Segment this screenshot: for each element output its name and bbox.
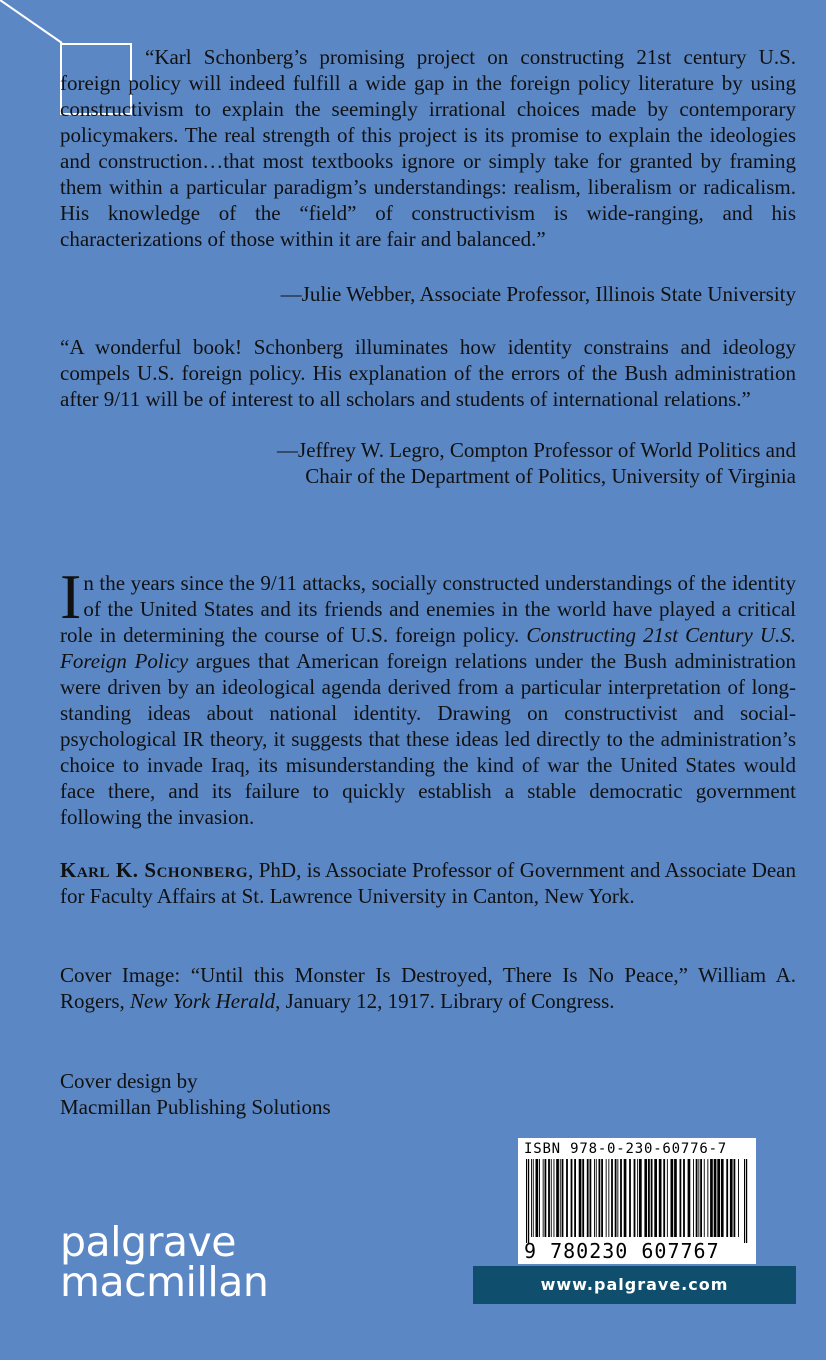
- barcode-bars: [524, 1159, 750, 1243]
- barcode-bar: [574, 1159, 576, 1237]
- endorsement-1-text: “Karl Schonberg’s promising project on constructing 21st century U.S. foreign policy will indeed fulfill a wide gap in the foreign policy literature by using constructivism to explain the seemingly irrational choices made by contemporary policymakers. The real strength of this project is its promise to explain the ideologies and construction…that most textbooks ignore or simply take for granted by framing them within a particular paradigm’s understandings: realism, liberalism or radicalism. His knowledge of the “field” of constructivism is wide-ranging, and his characterizations of those within it are fair and balanced.”: [60, 45, 796, 251]
- barcode-bar: [536, 1159, 539, 1237]
- barcode-bar: [582, 1159, 584, 1237]
- barcode-bar: [620, 1159, 622, 1237]
- barcode-bar: [590, 1159, 592, 1237]
- barcode-bar: [714, 1159, 717, 1237]
- barcode-guard-bar: [744, 1159, 745, 1243]
- barcode-bar: [545, 1159, 547, 1237]
- endorsement-1-attribution: —Julie Webber, Associate Professor, Illinois State University: [280, 282, 796, 306]
- drop-cap: I: [60, 561, 82, 632]
- barcode-bar: [617, 1159, 618, 1237]
- barcode-bar: [587, 1159, 589, 1237]
- cover-image-suffix: , January 12, 1917. Library of Congress.: [275, 989, 615, 1013]
- barcode-bar: [629, 1159, 631, 1237]
- cover-image-publication: New York Herald: [130, 989, 276, 1013]
- barcode-bar: [644, 1159, 647, 1237]
- logo-line-macmillan: macmillan: [60, 1258, 269, 1306]
- barcode-bar: [680, 1159, 682, 1237]
- barcode-bar: [688, 1159, 691, 1237]
- barcode-bar: [634, 1159, 636, 1237]
- author-bio: [60, 857, 796, 909]
- cover-design-credit: Macmillan Publishing Solutions: [60, 1095, 331, 1119]
- barcode-bar: [566, 1159, 568, 1237]
- barcode-bar: [594, 1159, 595, 1237]
- barcode-bar: [700, 1159, 702, 1237]
- barcode-guard-bar: [746, 1159, 747, 1243]
- barcode-bar: [738, 1159, 739, 1237]
- barcode-bar: [704, 1159, 705, 1237]
- barcode-bar: [596, 1159, 597, 1237]
- barcode-bar: [693, 1159, 694, 1237]
- barcode-guard-bar: [526, 1159, 527, 1243]
- barcode-bar: [551, 1159, 552, 1237]
- barcode-bar: [639, 1159, 642, 1237]
- description-part1: n the years since the 9/11 attacks, socially constructed understandings of the identity of the United States and its friends and enemies in the world have played a critical role in determining the course of U.S. foreign policy.: [60, 571, 796, 647]
- barcode-bar: [674, 1159, 677, 1237]
- barcode-bar: [606, 1159, 607, 1237]
- author-name: Karl K. Schonberg: [60, 858, 249, 882]
- barcode-bar: [556, 1159, 559, 1237]
- barcode-bar: [533, 1159, 534, 1237]
- barcode-bar: [579, 1159, 582, 1237]
- website-url[interactable]: www.palgrave.com: [473, 1266, 796, 1304]
- publisher-logo: [60, 1218, 269, 1306]
- description-part2: argues that American foreign relations under the Bush administration were driven by an ideological agenda derived from a particular interpretation of long-standing ideas about national identity. Drawing on constructivist and social-psychological IR theory, it suggests that these ideas led directly to the administration’s choice to invade Iraq, its misunderstanding the kind of war the United States would face there, and its failure to quickly establish a stable democratic government following the invasion.: [60, 649, 796, 829]
- cover-design-label: Cover design by: [60, 1069, 198, 1093]
- barcode-bar: [611, 1159, 613, 1237]
- barcode-bar: [571, 1159, 573, 1237]
- barcode-bar: [648, 1159, 650, 1237]
- endorsement-2-text: “A wonderful book! Schonberg illuminates how identity constrains and ideology compels U.S. foreign policy. His explanation of the errors of the Bush administration after 9/11 will be of interest to all scholars and students of international relations.”: [60, 335, 796, 411]
- barcode-bar: [637, 1159, 638, 1237]
- barcode-bar: [726, 1159, 728, 1237]
- barcode-bar: [651, 1159, 653, 1237]
- barcode-bar: [683, 1159, 685, 1237]
- barcode-bar: [698, 1159, 699, 1237]
- barcode-bar: [548, 1159, 550, 1237]
- cover-image-credit: [60, 962, 796, 1014]
- barcode-bar: [667, 1159, 668, 1237]
- isbn-label: ISBN 978-0-230-60776-7: [524, 1141, 728, 1157]
- cover-image-prefix: Cover Image: “Until this Monster Is Destroyed, There Is No Peace,” William A. Rogers,: [60, 963, 796, 1013]
- barcode-bar: [717, 1159, 720, 1237]
- barcode-bar: [707, 1159, 708, 1237]
- barcode-bar: [730, 1159, 733, 1237]
- barcode-bar: [624, 1159, 627, 1237]
- author-bio-text: , PhD, is Associate Professor of Government and Associate Dean for Faculty Affairs at St. Lawrence University in Canton, New York.: [60, 858, 796, 908]
- barcode-bar: [608, 1159, 609, 1237]
- barcode-bar: [710, 1159, 713, 1237]
- book-description: [60, 561, 796, 830]
- barcode-bar: [562, 1159, 564, 1237]
- barcode-bar: [615, 1159, 617, 1237]
- barcode-guard-bar: [528, 1159, 529, 1243]
- barcode-bar: [601, 1159, 603, 1237]
- barcode-bar: [654, 1159, 657, 1237]
- barcode-bar: [599, 1159, 601, 1237]
- barcode-bar: [560, 1159, 561, 1237]
- isbn-number: 9 780230 607767: [524, 1239, 720, 1263]
- endorsement-2-attribution-line2: Chair of the Department of Politics, University of Virginia: [305, 464, 796, 488]
- logo-line-palgrave: palgrave: [60, 1218, 237, 1266]
- barcode-bar: [721, 1159, 724, 1237]
- barcode-bar: [554, 1159, 555, 1237]
- barcode-bar: [531, 1159, 532, 1237]
- barcode-panel: [518, 1138, 756, 1264]
- endorsement-2-attribution-line1: —Jeffrey W. Legro, Compton Professor of World Politics and: [277, 438, 796, 462]
- barcode-bar: [696, 1159, 698, 1237]
- barcode-bar: [543, 1159, 544, 1237]
- barcode-bar: [663, 1159, 665, 1237]
- book-title: Constructing 21st Century U.S. Foreign Policy: [60, 623, 796, 673]
- barcode-bar: [734, 1159, 736, 1237]
- barcode-bar: [659, 1159, 662, 1237]
- barcode-bar: [671, 1159, 674, 1237]
- barcode-bar: [539, 1159, 540, 1237]
